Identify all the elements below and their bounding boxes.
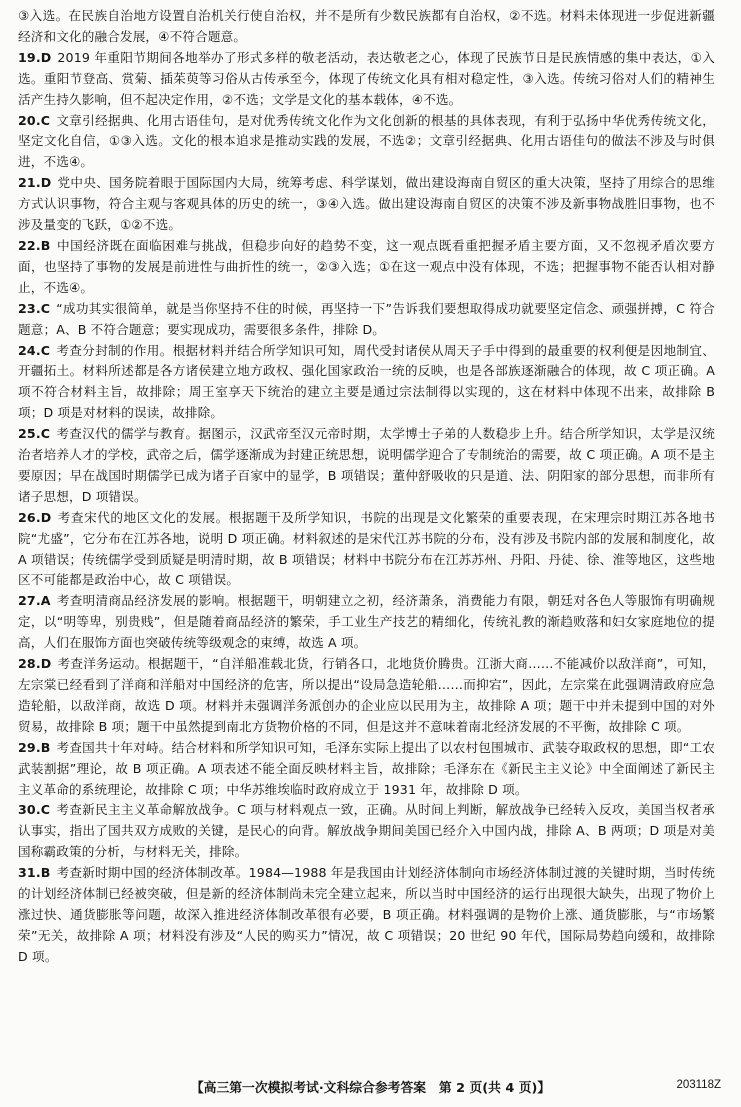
intro-text: ③入选。在民族自治地方设置自治机关行使自治权，并不是所有少数民族都有自治权，②不选。材料未体现进一步促进新疆经济和文化的融合发展，④不符合题意。 bbox=[18, 8, 715, 44]
answer-content bbox=[18, 6, 715, 968]
answer-letter: C bbox=[40, 426, 51, 442]
answer-letter: D bbox=[40, 509, 52, 525]
answer-paragraph bbox=[18, 800, 715, 863]
explanation-text: 文章引经据典、化用古语佳句，是对优秀传统文化作为文化创新的根基的具体表现，有利于弘扬中华优秀传统文化，坚定文化自信，①③入选。文化的根本追求是推动实践的发展，不选②；文章引经据典、化用古语佳句的做法不涉及与时俱进，不选④。 bbox=[18, 112, 715, 170]
answer-item bbox=[18, 863, 715, 968]
answer-letter: D bbox=[40, 49, 52, 65]
answer-item bbox=[18, 173, 715, 236]
answer-item bbox=[18, 341, 715, 425]
answer-item bbox=[18, 591, 715, 654]
answer-letter: B bbox=[40, 739, 51, 755]
explanation-text: 考查宋代的地区文化的发展。根据题干及所学知识，书院的出现是文化繁荣的重要表现，在宋理宗时期江苏各地书院“尤盛”，它分布在江苏各地，说明 D 项正确。材料叙述的是宋代江苏书院的分布，没有涉及书院内部的发展和制度化，故 A 项错误；传统儒学受到质疑是明清时期，故 B 项错误；材料中书院分布在江苏苏州、丹阳、丹徒、徐、淮等地区，这些地区不可能都是政治中心，故 C 项错误。 bbox=[18, 509, 715, 588]
page-footer: 【高三第一次模拟考试·文科综合参考答案 第 2 页(共 4 页)】 bbox=[190, 1081, 551, 1096]
question-number: 19. bbox=[18, 49, 41, 65]
answer-item bbox=[18, 654, 715, 738]
answer-letter: D bbox=[40, 656, 52, 672]
question-number: 31. bbox=[18, 865, 41, 881]
answer-paragraph bbox=[18, 738, 715, 801]
document-code: 203118Z bbox=[676, 1079, 721, 1091]
answer-item bbox=[18, 299, 715, 341]
answer-paragraph bbox=[18, 654, 715, 738]
question-number: 20. bbox=[18, 112, 41, 128]
answer-item bbox=[18, 738, 715, 801]
question-number: 28. bbox=[18, 656, 41, 672]
question-number: 21. bbox=[18, 175, 41, 191]
explanation-text: 党中央、国务院着眼于国际国内大局，统筹考虑、科学谋划，做出建设海南自贸区的重大决策，坚持了用综合的思维方式认识事物，符合主观与客观具体的历史的统一，③④入选。做出建设海南自贸区的决策不涉及新事物战胜旧事物，也不涉及量变的飞跃，①②不选。 bbox=[18, 175, 715, 233]
question-number: 29. bbox=[18, 739, 41, 755]
answer-paragraph bbox=[18, 863, 715, 968]
question-number: 25. bbox=[18, 426, 41, 442]
answer-letter: B bbox=[40, 865, 51, 881]
intro-paragraph bbox=[18, 6, 715, 48]
answer-letter: C bbox=[40, 802, 51, 818]
question-number: 30. bbox=[18, 802, 41, 818]
explanation-text: “成功其实很简单，就是当你坚持不住的时候，再坚持一下”告诉我们要想取得成功就要坚定信念、顽强拼搏，C 符合题意；A、B 不符合题意；要实现成功，需要很多条件，排除 D。 bbox=[18, 300, 715, 337]
answer-item bbox=[18, 508, 715, 592]
answer-paragraph bbox=[18, 48, 715, 111]
question-number: 23. bbox=[18, 300, 41, 316]
explanation-text: 2019 年重阳节期间各地举办了形式多样的敬老活动，表达敬老之心，体现了民族节日是民族情感的集中表达，①入选。重阳节登高、赏菊、插茱萸等习俗从古传承至今，体现了传统文化具有相对稳定性，③入选。传统习俗对人们的精神生活产生持久影响，但不起决定作用，②不选；文学是文化的基本载体，④不选。 bbox=[18, 49, 715, 107]
answer-item bbox=[18, 424, 715, 508]
explanation-text: 考查新民主主义革命解放战争。C 项与材料观点一致，正确。从时间上判断，解放战争已经转入反攻，美国当权者承认事实，指出了国共双方成败的关键，是民心的向背。解放战争期间美国已经介入中国内战，排除 A、B 两项；D 项是对美国称霸政策的分析，与材料无关，排除。 bbox=[18, 802, 715, 860]
explanation-text: 考查国共十年对峙。结合材料和所学知识可知，毛泽东实际上提出了以农村包围城市、武装夺取政权的思想，即“工农武装割据”理论，故 B 项正确。A 项表述不能全面反映材料主旨，故排除；毛泽东在《新民主主义论》中全面阐述了新民主主义革命的系统理论，故排除 C 项；中华苏维埃临时政府成立于 1931 年，故排除 D 项。 bbox=[18, 739, 715, 797]
answer-item bbox=[18, 800, 715, 863]
explanation-text: 考查洋务运动。根据题干，“自洋船准载北货，行销各口，北地货价腾贵。江浙大商……不能减价以敌洋商”，可知，左宗棠已经看到了洋商和洋船对中国经济的危害，所以提出“设局急造轮船……而抑宕”，因此，左宗棠在此强调清政府应急造轮船，以敌洋商，故选 D 项。材料并未强调洋务派创办的企业应以民用为主，故排除 A 项；题干中并未提到中国的对外贸易，故排除 B 项；题干中虽然提到南北方货物价格的不同，但是这并不意味着南北经济发展的不平衡，故排除 C 项。 bbox=[18, 656, 715, 734]
question-number: 24. bbox=[18, 342, 41, 358]
answer-paragraph bbox=[18, 111, 715, 174]
explanation-text: 考查明清商品经济发展的影响。根据题干，明朝建立之初，经济萧条，消费能力有限，朝廷对各色人等服饰有明确规定，以“明等卑，别贵贱”，但是随着商品经济的繁荣，手工业生产技艺的精细化，传统礼教的渐趋败落和妇女家庭地位的提高，人们在服饰方面也突破传统等级观念的束缚，故选 A 项。 bbox=[18, 593, 715, 651]
answer-letter: C bbox=[40, 112, 51, 128]
answer-item bbox=[18, 48, 715, 111]
answer-letter: B bbox=[40, 237, 51, 253]
answer-letter: D bbox=[40, 175, 52, 191]
explanation-text: 中国经济既在面临困难与挑战，但稳步向好的趋势不变，这一观点既看重把握矛盾主要方面，又不忽视矛盾次要方面，也坚持了事物的发展是前进性与曲折性的统一，②③入选；①在这一观点中没有体现，不选；把握事物不能否认相对静止，不选④。 bbox=[18, 237, 715, 295]
answer-item bbox=[18, 111, 715, 174]
answer-paragraph bbox=[18, 341, 715, 425]
answer-letter: C bbox=[40, 300, 51, 316]
question-number: 26. bbox=[18, 509, 41, 525]
answer-letter: A bbox=[40, 593, 51, 609]
answer-paragraph bbox=[18, 236, 715, 299]
question-number: 22. bbox=[18, 237, 41, 253]
explanation-text: 考查分封制的作用。根据材料并结合所学知识可知，周代受封诸侯从周天子手中得到的最重要的权利便是因地制宜、开疆拓土。材料所述都是各方诸侯建立地方政权、强化国家政治一统的反映，也是各部族逐渐融合的体现，故 C 项正确。A 项不符合材料主旨，故排除；周王室享天下统治的建立主要是通过宗法制得以实现的，这在材料中体现不出来，故排除 B 项；D 项是对材料的误读，故排除。 bbox=[18, 342, 715, 421]
answer-paragraph bbox=[18, 591, 715, 654]
answer-list bbox=[18, 48, 715, 968]
answer-letter: C bbox=[40, 342, 51, 358]
answer-paragraph bbox=[18, 299, 715, 341]
answer-paragraph bbox=[18, 424, 715, 508]
explanation-text: 考查汉代的儒学与教育。据图示，汉武帝至汉元帝时期，太学博士子弟的人数稳步上升。结合所学知识，太学是汉统治者培养人才的学校，武帝之后，儒学逐渐成为封建正统思想，说明儒学迎合了专制统治的需要，故 C 项正确。A 项不是主要原因；早在战国时期儒学已成为诸子百家中的显学，B 项错误；董仲舒吸收的只是道、法、阴阳家的部分思想，而非所有诸子思想，D 项错误。 bbox=[18, 426, 715, 504]
answer-item bbox=[18, 236, 715, 299]
answer-paragraph bbox=[18, 173, 715, 236]
question-number: 27. bbox=[18, 593, 41, 609]
explanation-text: 考查新时期中国的经济体制改革。1984—1988 年是我国由计划经济体制向市场经济体制过渡的关键时期，当时传统的计划经济体制已经被突破，但是新的经济体制尚未完全建立起来，所以当时中国经济的运行出现很大缺失，出现了物价上涨过快、通货膨胀等问题，故深入推进经济体制改革很有必要，B 项正确。材料强调的是物价上涨、通货膨胀，与“市场繁荣”无关，故排除 A 项；材料没有涉及“人民的购买力”情况，故 C 项错误；20 世纪 90 年代，国际局势趋向缓和，故排除 D 项。 bbox=[18, 865, 715, 964]
answer-paragraph bbox=[18, 508, 715, 592]
